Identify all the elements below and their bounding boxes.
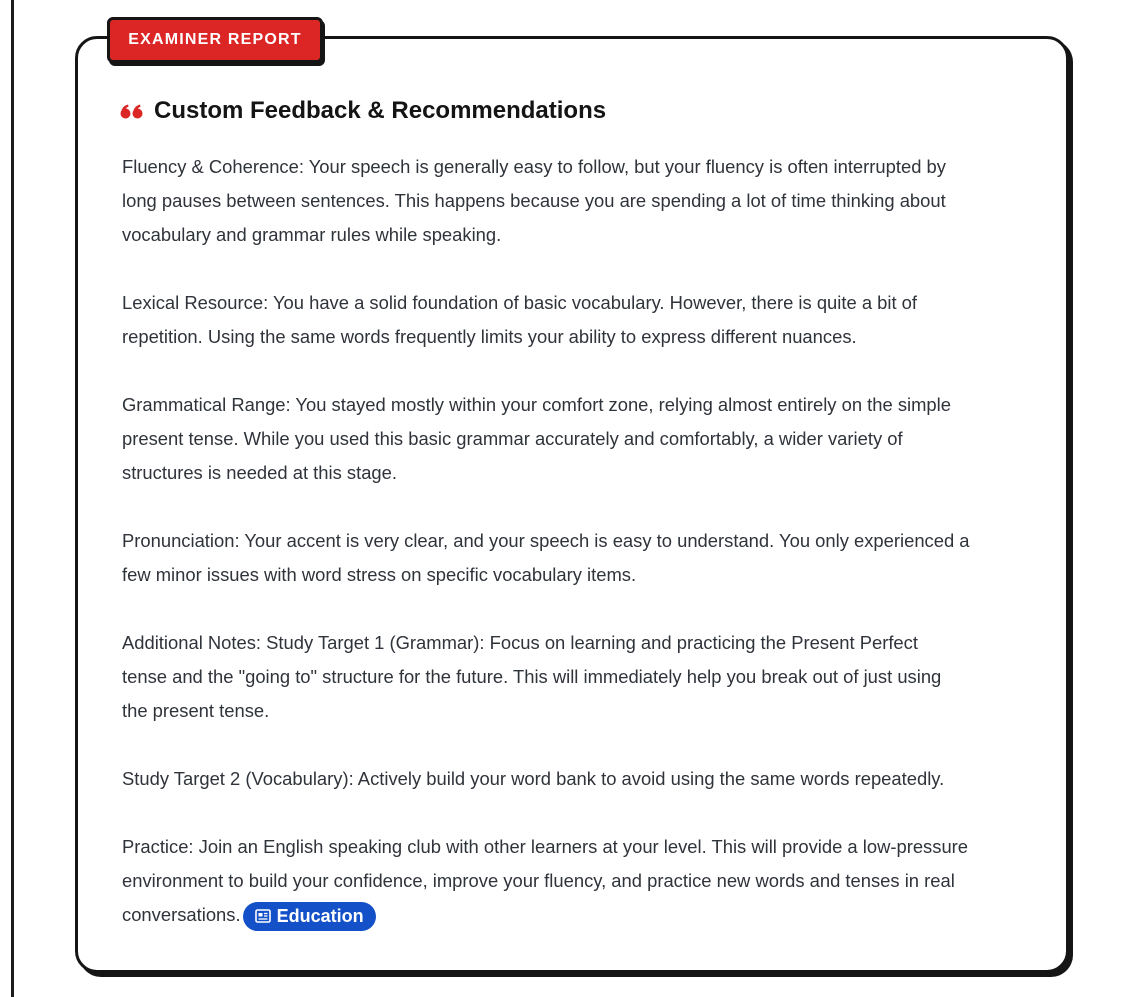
text-line: few minor issues with word stress on specific vocabulary items. xyxy=(122,564,637,585)
text-line: the present tense. xyxy=(122,700,270,721)
text-line: environment to build your confidence, improve your fluency, and practice new words and tenses in real xyxy=(122,870,955,891)
paragraph-pronunciation xyxy=(122,524,1042,592)
education-tag-chip[interactable] xyxy=(243,902,376,931)
text-line: Additional Notes: Study Target 1 (Grammar): Focus on learning and practicing the Present Perfect xyxy=(122,632,918,653)
section-title: Custom Feedback & Recommendations xyxy=(154,97,607,124)
text-line: conversations. xyxy=(122,904,241,925)
feedback-body xyxy=(122,150,1042,932)
text-line: tense and the "going to" structure for the future. This will immediately help you break out of just using xyxy=(122,666,942,687)
examiner-report-label: EXAMINER REPORT xyxy=(128,31,302,48)
paragraph-practice xyxy=(122,830,1042,932)
text-line: Grammatical Range: You stayed mostly within your comfort zone, relying almost entirely on the simple xyxy=(122,394,951,415)
text-line: Study Target 2 (Vocabulary): Actively build your word bank to avoid using the same words repeatedly. xyxy=(122,768,945,789)
text-line: long pauses between sentences. This happens because you are spending a lot of time thinking about xyxy=(122,190,946,211)
left-border-line xyxy=(11,0,14,997)
education-tag-label: Education xyxy=(276,906,364,927)
text-line: Fluency & Coherence: Your speech is generally easy to follow, but your fluency is often interrupted by xyxy=(122,156,946,177)
paragraph-fluency xyxy=(122,150,1042,252)
text-line: present tense. While you used this basic grammar accurately and comfortably, a wider variety of xyxy=(122,428,903,449)
text-line: vocabulary and grammar rules while speaking. xyxy=(122,224,502,245)
paragraph-study-target-2 xyxy=(122,762,1042,796)
paragraph-lexical xyxy=(122,286,1042,354)
paragraph-additional-notes xyxy=(122,626,1042,728)
text-line: structures is needed at this stage. xyxy=(122,462,397,483)
examiner-report-badge xyxy=(107,17,323,63)
text-line: Pronunciation: Your accent is very clear, and your speech is easy to understand. You only experienced a xyxy=(122,530,970,551)
text-line: Lexical Resource: You have a solid foundation of basic vocabulary. However, there is quite a bit of xyxy=(122,292,918,313)
text-line: repetition. Using the same words frequently limits your ability to express different nuances. xyxy=(122,326,857,347)
paragraph-grammar xyxy=(122,388,1042,490)
text-line: Practice: Join an English speaking club with other learners at your level. This will provide a low-pressure xyxy=(122,836,969,857)
newspaper-icon xyxy=(255,909,271,923)
section-heading xyxy=(120,94,606,128)
quote-icon xyxy=(120,104,144,119)
